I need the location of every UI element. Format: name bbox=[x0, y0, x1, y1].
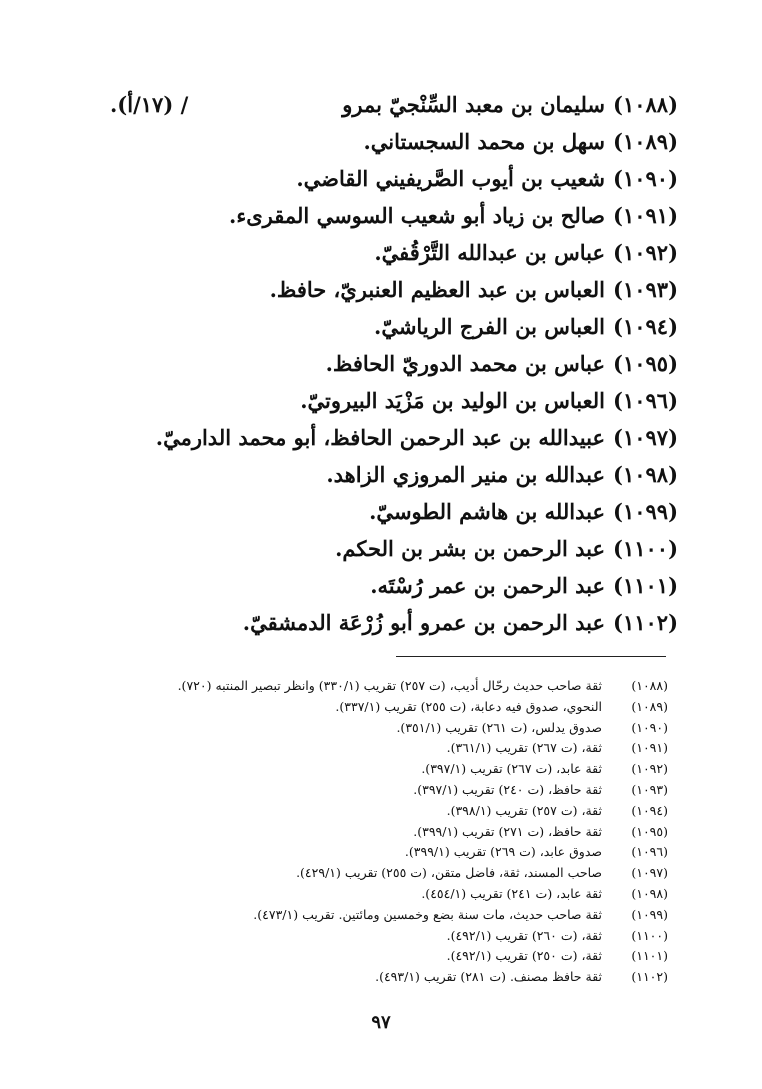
entry-number: (١٠٩١) bbox=[613, 203, 678, 228]
footnote-number: (١٠٩١) bbox=[631, 740, 668, 756]
entry-text: عباس بن محمد الدوريّ الحافظ. bbox=[325, 351, 605, 376]
list-item bbox=[110, 308, 678, 345]
list-item bbox=[110, 197, 678, 234]
footnote-text: صاحب المسند، ثقة، فاضل متقن، (ت ٢٥٥) تقريب (٤٢٩/١). bbox=[296, 865, 602, 881]
footnote-item bbox=[100, 801, 668, 822]
entry-number: (١٠٩٥) bbox=[613, 351, 678, 376]
footnote-number: (١١٠٠) bbox=[631, 927, 668, 943]
entry-number: (١٠٩٤) bbox=[613, 314, 678, 339]
entry-text: العباس بن الوليد بن مَزْيَد البيروتيّ. bbox=[300, 388, 605, 413]
entry-number: (١٠٨٩) bbox=[613, 129, 678, 154]
list-item bbox=[110, 419, 678, 456]
footnote-text: ثقة حافظ، (ت ٢٤٠) تقريب (٣٩٧/١). bbox=[413, 781, 602, 797]
entry-number: (١١٠٠) bbox=[613, 536, 678, 561]
footnote-number: (١٠٩٨) bbox=[631, 885, 668, 901]
footnote-number: (١٠٩٣) bbox=[631, 781, 668, 797]
footnote-text: ثقة، (ت ٢٦٧) تقريب (٣٦١/١). bbox=[446, 740, 602, 756]
entry-text: العباس بن عبد العظيم العنبريّ، حافظ. bbox=[269, 277, 605, 302]
entry-number: (١١٠٢) bbox=[613, 610, 678, 635]
footnote-number: (١١٠٢) bbox=[631, 969, 668, 985]
footnote-item bbox=[100, 697, 668, 718]
footnote-item bbox=[100, 946, 668, 967]
entry-number: (١٠٨٨) bbox=[613, 92, 678, 117]
footnote-item bbox=[100, 926, 668, 947]
footnote-number: (١٠٩٠) bbox=[631, 719, 668, 735]
narrator-list bbox=[110, 86, 678, 641]
footnote-number: (١٠٨٩) bbox=[631, 698, 668, 714]
entry-number: (١٠٩٨) bbox=[613, 462, 678, 487]
footnote-text: ثقة، (ت ٢٦٠) تقريب (٤٩٢/١). bbox=[446, 927, 602, 943]
entry-text: عبد الرحمن بن بشر بن الحكم. bbox=[335, 536, 605, 561]
list-item bbox=[110, 123, 678, 160]
entry-text: صالح بن زياد أبو شعيب السوسي المقرىء. bbox=[229, 203, 605, 228]
entry-number: (١٠٩٦) bbox=[613, 388, 678, 413]
list-item bbox=[110, 345, 678, 382]
entry-text: العباس بن الفرج الرياشيّ. bbox=[374, 314, 605, 339]
footnote-text: صدوق يدلس، (ت ٢٦١) تقريب (٣٥١/١). bbox=[396, 719, 602, 735]
footnote-item bbox=[100, 780, 668, 801]
list-item bbox=[110, 456, 678, 493]
entry-text: عبدالله بن منير المروزي الزاهد. bbox=[326, 462, 605, 487]
footnote-number: (١١٠١) bbox=[631, 948, 668, 964]
entry-number: (١٠٩٩) bbox=[613, 499, 678, 524]
entry-text: سهل بن محمد السجستاني. bbox=[363, 129, 605, 154]
manuscript-folio-marker: / (١٧/أ). bbox=[110, 92, 189, 117]
entry-text: شعيب بن أيوب الصَّريفيني القاضي. bbox=[296, 166, 605, 191]
entry-text: عباس بن عبدالله التَّرْقُفيّ. bbox=[374, 240, 605, 265]
footnote-text: ثقة حافظ مصنف. (ت ٢٨١) تقريب (٤٩٣/١). bbox=[375, 969, 602, 985]
footnote-number: (١٠٩٤) bbox=[631, 802, 668, 818]
list-item bbox=[110, 530, 678, 567]
footnotes bbox=[100, 676, 668, 988]
footnote-text: ثقة عابد، (ت ٢٤١) تقريب (٤٥٤/١). bbox=[421, 885, 602, 901]
footnote-item bbox=[100, 822, 668, 843]
footnote-item bbox=[100, 967, 668, 988]
footnote-text: ثقة، (ت ٢٥٠) تقريب (٤٩٢/١). bbox=[446, 948, 602, 964]
footnote-text: النحوي، صدوق فيه دعابة، (ت ٢٥٥) تقريب (٣٣٧/١). bbox=[335, 698, 602, 714]
footnote-number: (١٠٩٩) bbox=[631, 906, 668, 922]
footnote-number: (١٠٩٧) bbox=[631, 865, 668, 881]
list-item bbox=[110, 567, 678, 604]
entry-text: عبد الرحمن بن عمر رُسْتَه. bbox=[370, 573, 605, 598]
entry-text: عبيدالله بن عبد الرحمن الحافظ، أبو محمد الدارميّ. bbox=[155, 425, 605, 450]
list-item bbox=[110, 234, 678, 271]
footnote-item bbox=[100, 676, 668, 697]
list-item bbox=[110, 86, 678, 123]
entry-text: عبدالله بن هاشم الطوسيّ. bbox=[369, 499, 605, 524]
footnote-text: ثقة صاحب حديث رحّال أديب، (ت ٢٥٧) تقريب (٣٣٠/١) وانظر تبصير المنتبه (٧٢٠). bbox=[177, 678, 602, 693]
footnote-item bbox=[100, 884, 668, 905]
page-number: ٩٧ bbox=[371, 1012, 391, 1033]
footnote-number: (١٠٨٨) bbox=[631, 678, 668, 693]
entry-number: (١٠٩٠) bbox=[613, 166, 678, 191]
footnote-divider bbox=[396, 656, 666, 657]
entry-number: (١٠٩٢) bbox=[613, 240, 678, 265]
footnote-item bbox=[100, 863, 668, 884]
list-item bbox=[110, 160, 678, 197]
entry-text: سليمان بن معبد السِّنْجيّ بمرو bbox=[342, 92, 605, 117]
list-item bbox=[110, 493, 678, 530]
footnote-item bbox=[100, 718, 668, 739]
list-item bbox=[110, 271, 678, 308]
entry-number: (١٠٩٧) bbox=[613, 425, 678, 450]
list-item bbox=[110, 382, 678, 419]
footnote-item bbox=[100, 842, 668, 863]
entry-number: (١١٠١) bbox=[613, 573, 678, 598]
footnote-item bbox=[100, 905, 668, 926]
footnote-item bbox=[100, 759, 668, 780]
entry-text: عبد الرحمن بن عمرو أبو زُرْعَة الدمشقيّ. bbox=[242, 610, 605, 635]
footnote-item bbox=[100, 738, 668, 759]
footnote-text: ثقة حافظ، (ت ٢٧١) تقريب (٣٩٩/١). bbox=[413, 823, 602, 839]
list-item bbox=[110, 604, 678, 641]
footnote-number: (١٠٩٦) bbox=[631, 844, 668, 860]
footnote-text: ثقة صاحب حديث، مات سنة بضع وخمسين ومائتين. تقريب (٤٧٣/١). bbox=[253, 906, 602, 922]
footnote-text: ثقة عابد، (ت ٢٦٧) تقريب (٣٩٧/١). bbox=[421, 761, 602, 777]
footnote-text: ثقة، (ت ٢٥٧) تقريب (٣٩٨/١). bbox=[446, 802, 602, 818]
footnote-number: (١٠٩٥) bbox=[631, 823, 668, 839]
footnote-number: (١٠٩٢) bbox=[631, 761, 668, 777]
entry-number: (١٠٩٣) bbox=[613, 277, 678, 302]
footnote-text: صدوق عابد، (ت ٢٦٩) تقريب (٣٩٩/١). bbox=[404, 844, 602, 860]
